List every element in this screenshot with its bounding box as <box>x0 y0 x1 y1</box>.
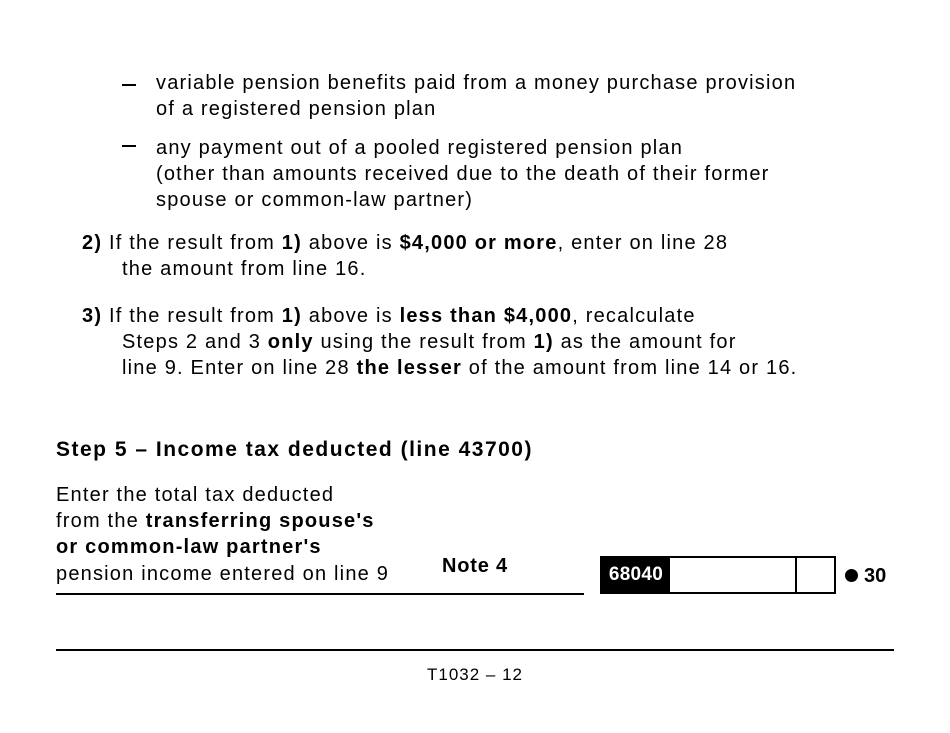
step-5-line-2 <box>56 508 375 534</box>
step-5-emphasis: or common-law partner's <box>56 536 322 558</box>
item-3-text: above is <box>301 305 400 327</box>
bullet-dot-icon <box>845 569 858 582</box>
item-3-text: Steps 2 and 3 <box>122 331 268 353</box>
item-2-text: above is <box>301 232 400 254</box>
bullet-1-line-2: of a registered pension plan <box>156 98 437 120</box>
bullet-2-line-2: (other than amounts received due to the death of their former <box>156 163 770 185</box>
step-5-text: from the <box>56 510 146 532</box>
note-4-label: Note 4 <box>442 555 508 577</box>
dash-icon <box>122 84 136 86</box>
item-2-line-2: the amount from line 16. <box>122 258 367 280</box>
step-5-heading: Step 5 – Income tax deducted (line 43700) <box>56 438 533 461</box>
item-3-emphasis: only <box>267 331 314 353</box>
item-3-line-2 <box>122 329 737 355</box>
bullet-1-line-1: variable pension benefits paid from a money purchase provision <box>156 72 797 94</box>
item-3-emphasis: less than $4,000 <box>399 305 573 327</box>
answer-underline <box>56 593 584 595</box>
item-2-text: , enter on line 28 <box>557 232 729 254</box>
field-code: 68040 <box>602 558 670 592</box>
item-3-text: , recalculate <box>572 305 696 327</box>
item-3-number: 3) <box>82 305 103 327</box>
page-label: T1032 – 12 <box>426 665 523 684</box>
item-2-number: 2) <box>82 232 103 254</box>
step-5-emphasis: transferring spouse's <box>145 510 375 532</box>
dash-icon <box>122 145 136 147</box>
step-5-line-4: pension income entered on line 9 <box>56 563 390 585</box>
footer-divider <box>56 649 894 651</box>
cents-input[interactable] <box>795 558 834 592</box>
item-2-ref: 1) <box>281 232 302 254</box>
item-3-text: line 9. Enter on line 28 <box>122 357 357 379</box>
tax-deducted-field[interactable] <box>600 556 836 594</box>
dollars-input[interactable] <box>670 558 795 592</box>
item-3-ref: 1) <box>281 305 302 327</box>
step-5-line-1: Enter the total tax deducted <box>56 484 335 506</box>
item-3-ref: 1) <box>533 331 554 353</box>
step-5-line-3 <box>56 534 322 560</box>
item-2-line-1 <box>82 230 728 256</box>
line-number: 30 <box>864 565 887 587</box>
item-3-line-1 <box>82 303 696 329</box>
bullet-2-line-1: any payment out of a pooled registered pension plan <box>156 137 684 159</box>
item-3-text: as the amount for <box>553 331 737 353</box>
item-3-text: using the result from <box>313 331 534 353</box>
item-2-text: If the result from <box>102 232 282 254</box>
item-2-emphasis: $4,000 or more <box>399 232 558 254</box>
item-3-text: If the result from <box>102 305 282 327</box>
item-3-text: of the amount from line 14 or 16. <box>461 357 798 379</box>
item-3-line-3 <box>122 355 797 381</box>
item-3-emphasis: the lesser <box>356 357 462 379</box>
bullet-2-line-3: spouse or common-law partner) <box>156 189 474 211</box>
